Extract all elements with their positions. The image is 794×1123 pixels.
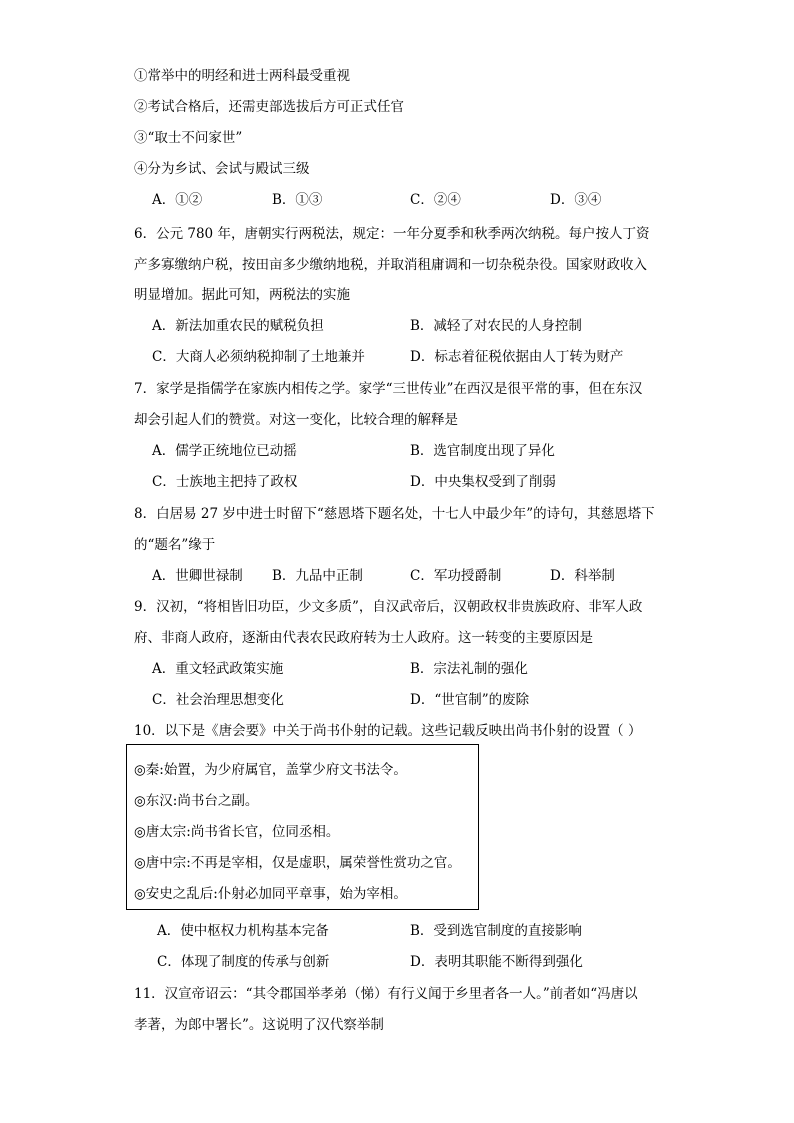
q5-option-c[interactable]: C．②④ [410,192,461,208]
q8-option-c[interactable]: C．军功授爵制 [410,568,502,584]
q11-stem-2: 孝著，为郎中署长”。这说明了汉代察举制 [134,1017,384,1033]
q5-option-a[interactable]: A．①② [152,192,203,208]
q10-option-b[interactable]: B．受到选官制度的直接影响 [410,923,582,939]
q10-record-4: ◎唐中宗:不再是宰相，仅是虚职，属荣誉性赏功之官。 [134,855,461,871]
statement-4: ④分为乡试、会试与殿试三级 [134,161,310,177]
q6-stem-3: 明显增加。据此可知，两税法的实施 [134,287,350,303]
q9-stem-2: 府、非商人政府，逐渐由代表农民政府转为士人政府。这一转变的主要原因是 [134,630,593,646]
q9-option-b[interactable]: B．宗法礼制的强化 [410,661,528,677]
q10-record-3: ◎唐太宗:尚书省长官，位同丞相。 [134,824,340,840]
q10-option-a[interactable]: A．使中枢权力机构基本完备 [157,923,329,939]
q9-option-d[interactable]: D．“世官制”的废除 [410,692,530,708]
q9-option-c[interactable]: C．社会治理思想变化 [152,692,284,708]
statement-3: ③“取士不问家世” [134,130,243,146]
q6-option-b[interactable]: B．减轻了对农民的人身控制 [410,318,582,334]
q10-material-box [126,744,479,910]
q6-option-c[interactable]: C．大商人必须纳税抑制了土地兼并 [152,349,365,365]
q5-option-d[interactable]: D．③④ [550,192,602,208]
q10-option-c[interactable]: C．体现了制度的传承与创新 [157,954,330,970]
statement-1: ①常举中的明经和进士两科最受重视 [134,68,350,84]
q8-stem-2: 的“题名”缘于 [134,537,216,553]
q6-stem-2: 产多寡缴纳户税，按田亩多少缴纳地税，并取消租庸调和一切杂税杂役。国家财政收入 [134,257,647,273]
q10-record-2: ◎东汉:尚书台之副。 [134,793,259,809]
q10-option-d[interactable]: D．表明其职能不断得到强化 [410,954,583,970]
q10-record-5: ◎安史之乱后:仆射必加同平章事，始为宰相。 [134,886,407,902]
q8-stem-1: 8．白居易 27 岁中进士时留下“慈恩塔下题名处，十七人中最少年”的诗句，其慈恩塔下 [134,506,655,522]
q7-option-b[interactable]: B．选官制度出现了异化 [410,443,555,459]
q9-stem-1: 9．汉初，“将相皆旧功臣，少文多质”，自汉武帝后，汉朝政权非贵族政府、非军人政 [134,599,643,615]
q5-option-b[interactable]: B．①③ [272,192,323,208]
q7-stem-1: 7．家学是指儒学在家族内相传之学。家学“三世传业”在西汉是很平常的事，但在东汉 [134,381,643,397]
q10-record-1: ◎秦:始置，为少府属官，盖掌少府文书法令。 [134,762,407,778]
q7-option-a[interactable]: A．儒学正统地位已动摇 [152,443,297,459]
q7-stem-2: 却会引起人们的赞赏。对这一变化，比较合理的解释是 [134,412,458,428]
statement-2: ②考试合格后，还需吏部选拔后方可正式任官 [134,99,404,115]
q9-option-a[interactable]: A．重文轻武政策实施 [152,661,284,677]
q7-option-c[interactable]: C．士族地主把持了政权 [152,474,298,490]
q6-stem-1: 6．公元 780 年，唐朝实行两税法，规定：一年分夏季和秋季两次纳税。每户按人丁资 [134,226,650,242]
q7-option-d[interactable]: D．中央集权受到了削弱 [410,474,556,490]
q8-option-b[interactable]: B．九品中正制 [272,568,363,584]
q11-stem-1: 11．汉宣帝诏云：“其令郡国举孝弟（悌）有行义闻于乡里者各一人。”前者如“冯唐以 [134,986,638,1002]
q10-stem: 10．以下是《唐会要》中关于尚书仆射的记载。这些记载反映出尚书仆射的设置（ ） [134,723,642,739]
q8-option-d[interactable]: D．科举制 [550,568,615,584]
q8-option-a[interactable]: A．世卿世禄制 [152,568,243,584]
q6-option-a[interactable]: A．新法加重农民的赋税负担 [152,318,324,334]
q6-option-d[interactable]: D．标志着征税依据由人丁转为财产 [410,349,624,365]
